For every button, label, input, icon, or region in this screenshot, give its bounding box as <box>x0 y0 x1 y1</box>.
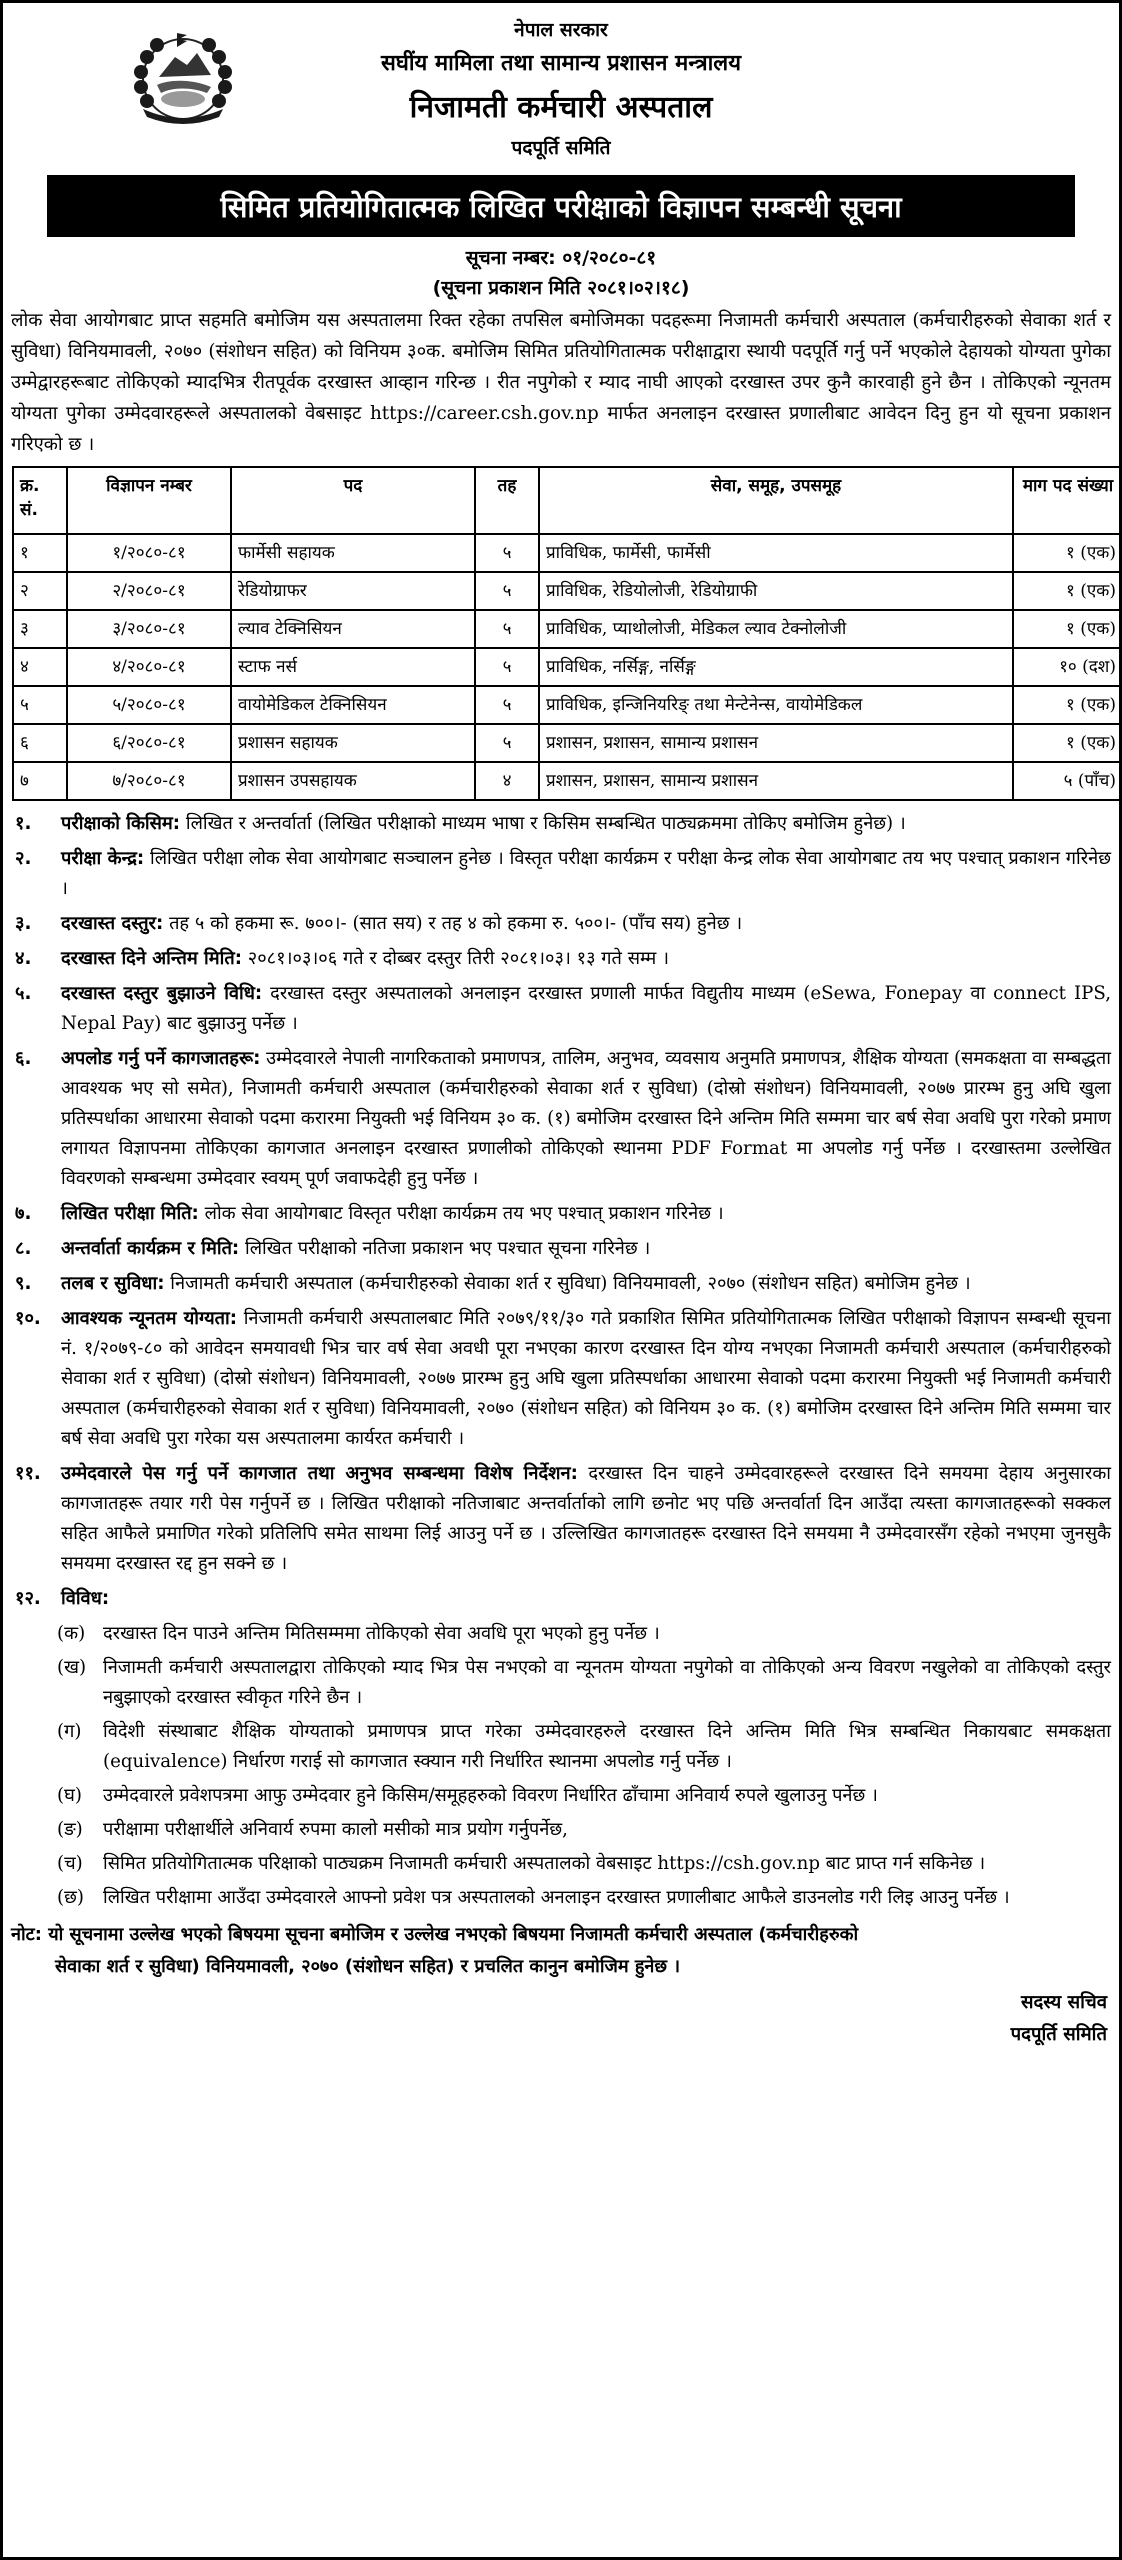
misc-mark: (च) <box>57 1853 83 1874</box>
misc-item <box>57 1883 1111 1913</box>
misc-mark: (क) <box>57 1623 86 1644</box>
cell-adv-no: ५/२०८०-८१ <box>67 686 231 724</box>
clause-item <box>11 1304 1111 1454</box>
cell-count: १ (एक) <box>1013 534 1122 572</box>
cell-sn: १ <box>13 534 67 572</box>
cell-service: प्राविधिक, फार्मेसी, फार्मेसी <box>539 534 1013 572</box>
cell-adv-no: ४/२०८०-८१ <box>67 648 231 686</box>
cell-post: स्टाफ नर्स <box>231 648 475 686</box>
clause-item <box>11 944 1111 974</box>
cell-adv-no: ३/२०८०-८१ <box>67 610 231 648</box>
clauses-list <box>11 809 1111 1913</box>
note-first-line: नोट: यो सूचनामा उल्लेख भएको बिषयमा सूचना बमोजिम र उल्लेख नभएको बिषयमा निजामती कर्मचारी अस्पताल (कर्मचारीहरुको <box>11 1924 859 1945</box>
cell-adv-no: ६/२०८०-८१ <box>67 724 231 762</box>
misc-text: सिमित प्रतियोगितात्मक परिक्षाको पाठ्यक्रम निजामती कर्मचारी अस्पतालको वेबसाइट https://csh.gov.np बाट प्राप्त गर्न सकिनेछ । <box>103 1853 986 1874</box>
clause-item <box>11 1584 1111 1614</box>
misc-mark: (ग) <box>57 1721 82 1742</box>
misc-mark: (छ) <box>57 1887 84 1908</box>
header-count: माग पद संख्या <box>1013 467 1122 534</box>
cell-level: ५ <box>475 686 539 724</box>
clause-title: दरखास्त दिने अन्तिम मिति: <box>61 948 242 969</box>
clause-text: लिखित परीक्षाको नतिजा प्रकाशन भए पश्चात सूचना गरिनेछ । <box>239 1238 651 1259</box>
misc-item <box>57 1815 1111 1845</box>
misc-text: परीक्षामा परीक्षार्थीले अनिवार्य रुपमा कालो मसीको मात्र प्रयोग गर्नुपर्नेछ, <box>103 1819 568 1840</box>
cell-post: फार्मेसी सहायक <box>231 534 475 572</box>
cell-adv-no: ७/२०८०-८१ <box>67 762 231 800</box>
clause-body <box>61 1234 1111 1264</box>
cell-post: रेडियोग्राफर <box>231 572 475 610</box>
clause-number: १०. <box>15 1308 41 1329</box>
misc-mark: (ख) <box>57 1657 87 1678</box>
ministry-name: सघींय मामिला तथा सामान्य प्रशासन मन्त्रालय <box>380 51 741 76</box>
clause-text: निजामती कर्मचारी अस्पताल (कर्मचारीहरुको सेवाका शर्त र सुविधा) विनियमावली, २०७० (संशोधन सहित) बमोजिम हुनेछ । <box>164 1273 971 1294</box>
clause-text: उम्मेदवारले नेपाली नागरिकताको प्रमाणपत्र, तालिम, अनुभव, व्यवसाय अनुमति प्रमाणपत्र, शैक्षिक योग्यता (समकक्षता वा सम्बद्धता आवश्यक भए सो समेत), निजामती कर्मचारी अस्पताल (कर्मचारीहरुको सेवाका शर्त र सुविधा) (दोस्रो संशोधन) विनियमावली, २०७७ प्रारम्भ हुनु अघि खुला प्रतिस्पर्धाका आधारमा सेवाको पदमा करारमा नियुक्ती भई विनियम ३० क. (१) बमोजिम दरखास्त दिने अन्तिम मिति सम्ममा चार बर्ष सेवा अवधि पुरा गरेको प्रमाण लगायत विज्ञापनमा तोकिएका कागजात अनलाइन दरखास्त प्रणालीको तोकिएको स्थानमा PDF Format मा अपलोड गर्नु पर्नेछ । दरखास्तमा उल्लेखित विवरणको सम्बन्धमा उम्मेदवार स्वयम् पूर्ण जवाफदेही हुनु पर्नेछ । <box>61 1048 1111 1189</box>
publish-date: (सूचना प्रकाशन मिति २०८१।०२।१८) <box>432 277 690 299</box>
cell-sn: २ <box>13 572 67 610</box>
cell-service: प्राविधिक, रेडियोलोजी, रेडियोग्राफी <box>539 572 1013 610</box>
cell-service: प्राविधिक, प्याथोलोजी, मेडिकल ल्याव टेक्नोलोजी <box>539 610 1013 648</box>
clause-body <box>61 944 1111 974</box>
cell-count: १ (एक) <box>1013 610 1122 648</box>
clause-text: दरखास्त दिन चाहने उम्मेदवारहरूले दरखास्त दिने समयमा देहाय अनुसारका कागजातहरू तयार गरी पेस गर्नुपर्ने छ । लिखित परीक्षाको नतिजाबाट अन्तर्वार्ताको लागि छनोट भए पछि अन्तर्वार्ता दिन आउँदा त्यस्ता कागजातहरूको सक्कल सहित आफैले प्रमाणित गरेको प्रतिलिपि समेत साथमा लिई आउनु पर्ने छ । उल्लिखित कागजातहरू दरखास्त दिने समयमा नै उम्मेदवारसँग रहेको नभएमा जुनसुकै समयमा दरखास्त रद्द हुन सक्ने छ । <box>61 1463 1111 1574</box>
table-row <box>13 610 1122 648</box>
misc-mark: (ङ) <box>57 1819 83 1840</box>
misc-item <box>57 1717 1111 1777</box>
clause-item <box>11 909 1111 939</box>
clause-text: लोक सेवा आयोगबाट विस्तृत परीक्षा कार्यक्रम तय भए पश्चात् प्रकाशन गरिनेछ । <box>198 1203 724 1224</box>
header-post: पद <box>231 467 475 534</box>
government-name: नेपाल सरकार <box>514 19 608 41</box>
header-service: सेवा, समूह, उपसमूह <box>539 467 1013 534</box>
misc-item <box>57 1653 1111 1713</box>
clause-number: ११. <box>15 1463 41 1484</box>
clause-item <box>11 809 1111 839</box>
cell-service: प्राविधिक, इन्जिनियरिङ् तथा मेन्टेनेन्स, वायोमेडिकल <box>539 686 1013 724</box>
table-row <box>13 534 1122 572</box>
clause-title: तलब र सुविधा: <box>61 1273 165 1294</box>
clause-text: लिखित र अन्तर्वार्ता (लिखित परीक्षाको माध्यम भाषा र किसिम सम्बन्धित पाठ्यक्रममा तोकिए बमोजिम हुनेछ) । <box>180 813 906 834</box>
clause-body <box>61 909 1111 939</box>
clause-body <box>61 1269 1111 1299</box>
clause-body <box>61 979 1111 1039</box>
clause-title: परीक्षा केन्द्र: <box>61 848 145 869</box>
clause-body <box>61 1584 1111 1614</box>
clause-number: ९. <box>15 1273 32 1294</box>
clause-number: ८. <box>15 1238 32 1259</box>
clause-text: निजामती कर्मचारी अस्पतालबाट मिति २०७९/११/३० गते प्रकाशित सिमित प्रतियोगितात्मक लिखित परीक्षाको विज्ञापन सम्बन्धी सूचना नं. १/२०७९-८० को आवेदन समयावधी भित्र चार वर्ष सेवा अवधी पूरा नभएका कारण दरखास्त दिन योग्य नभएका निजामती कर्मचारी अस्पताल (कर्मचारीहरुको सेवाका शर्त र सुविधा) (दोस्रो संशोधन) विनियमावली, २०७७ प्रारम्भ हुनु अघि खुला प्रतिस्पर्धाका आधारमा सेवाको पदमा करारमा नियुक्ती भई निजामती कर्मचारी अस्पताल (कर्मचारीहरुको सेवाका शर्त र सुविधा) विनियमावली, २०७० (संशोधन सहित) को विनियम ३० क. (१) बमोजिम दरखास्त दिने अन्तिम मिति सम्ममा चार बर्ष सेवा अवधि पुरा गरेका यस अस्पतालमा कार्यरत कर्मचारी । <box>61 1308 1111 1449</box>
committee-name: पदपूर्ति समिति <box>511 137 611 159</box>
clause-text: २०८१।०३।०६ गते र दोब्बर दस्तुर तिरी २०८१।०३। १३ गते सम्म । <box>241 948 669 969</box>
misc-item <box>57 1849 1111 1879</box>
cell-adv-no: १/२०८०-८१ <box>67 534 231 572</box>
cell-sn: ४ <box>13 648 67 686</box>
table-row <box>13 648 1122 686</box>
clause-title: अन्तर्वार्ता कार्यक्रम र मिति: <box>61 1238 240 1259</box>
header-sn: क्र. सं. <box>13 467 67 534</box>
table-header-row <box>13 467 1122 534</box>
notice-number: सूचना नम्बर: ०१/२०८०-८१ <box>465 247 657 269</box>
clause-number: १. <box>15 813 32 834</box>
signature-block <box>3 1987 1107 2059</box>
cell-service: प्राविधिक, नर्सिङ्ग, नर्सिङ्ग <box>539 648 1013 686</box>
clause-number: २. <box>15 848 32 869</box>
clause-item <box>11 1234 1111 1264</box>
clause-item <box>11 979 1111 1039</box>
misc-text: लिखित परीक्षामा आउँदा उम्मेदवारले आफ्नो प्रवेश पत्र अस्पतालको अनलाइन दरखास्त प्रणालीबाट आफैले डाउनलोड गरी लिइ आउनु पर्नेछ । <box>103 1887 1010 1908</box>
cell-sn: ७ <box>13 762 67 800</box>
cell-sn: ६ <box>13 724 67 762</box>
clause-title: उम्मेदवारले पेस गर्नु पर्ने कागजात तथा अनुभव सम्बन्धमा विशेष निर्देशन: <box>61 1463 578 1484</box>
misc-item <box>57 1619 1111 1649</box>
clause-body <box>61 1304 1111 1454</box>
clause-number: १२. <box>15 1588 41 1609</box>
clause-text: तह ५ को हकमा रू. ७००।- (सात सय) र तह ४ को हकमा रु. ५००।- (पाँच सय) हुनेछ । <box>163 913 743 934</box>
clause-body <box>61 1199 1111 1229</box>
table-row <box>13 572 1122 610</box>
clause-item <box>11 1269 1111 1299</box>
cell-level: ५ <box>475 572 539 610</box>
table-row <box>13 686 1122 724</box>
cell-post: प्रशासन उपसहायक <box>231 762 475 800</box>
misc-text: उम्मेदवारले प्रवेशपत्रमा आफु उम्मेदवार हुने किसिम/समूहहरुको विवरण निर्धारित ढाँचामा अनिवार्य रुपले खुलाउनु पर्नेछ । <box>103 1785 878 1806</box>
cell-level: ५ <box>475 724 539 762</box>
clause-title: आवश्यक न्यूनतम योग्यता: <box>61 1308 237 1329</box>
clause-text: दरखास्त दस्तुर अस्पतालको अनलाइन दरखास्त प्रणाली मार्फत विद्युतीय माध्यम (eSewa, Fonepay वा connect IPS, Nepal Pay) बाट बुझाउनु पर्नेछ । <box>61 983 1111 1034</box>
clause-body <box>61 844 1111 904</box>
cell-level: ५ <box>475 648 539 686</box>
signature-committee: पदपूर्ति समिति <box>1010 2024 1107 2045</box>
signature-title: सदस्य सचिव <box>1020 1992 1107 2013</box>
clause-number: ३. <box>15 913 32 934</box>
cell-level: ५ <box>475 610 539 648</box>
clause-number: ६. <box>15 1048 32 1069</box>
cell-count: १ (एक) <box>1013 572 1122 610</box>
nepal-emblem-icon <box>129 27 237 127</box>
misc-item <box>57 1781 1111 1811</box>
clause-item <box>11 1459 1111 1579</box>
letterhead <box>3 3 1119 169</box>
vacancy-table <box>12 466 1122 801</box>
misc-mark: (घ) <box>57 1785 82 1806</box>
clause-number: ४. <box>15 948 32 969</box>
cell-service: प्रशासन, प्रशासन, सामान्य प्रशासन <box>539 762 1013 800</box>
table-body <box>13 534 1122 800</box>
misc-text: विदेशी संस्थाबाट शैक्षिक योग्यताको प्रमाणपत्र प्राप्त गरेका उम्मेदवारहरुले दरखास्त दिने अन्तिम मिति भित्र सम्बन्धित निकायबाट समकक्षता (equivalence) निर्धारण गराई सो कागजात स्क्यान गरी निर्धारित स्थानमा अपलोड गर्नु पर्नेछ । <box>103 1721 1111 1772</box>
notice-title: सिमित प्रतियोगितात्मक लिखित परीक्षाको विज्ञापन सम्बन्धी सूचना <box>220 189 902 224</box>
clause-item <box>11 1044 1111 1194</box>
clause-body <box>61 1044 1111 1194</box>
misc-text: दरखास्त दिन पाउने अन्तिम मितिसम्ममा तोकिएको सेवा अवधि पूरा भएको हुनु पर्नेछ । <box>103 1623 660 1644</box>
header-level: तह <box>475 467 539 534</box>
clause-body <box>61 1459 1111 1579</box>
hospital-name: निजामती कर्मचारी अस्पताल <box>409 90 713 125</box>
cell-post: वायोमेडिकल टेक्निसियन <box>231 686 475 724</box>
clause-item <box>11 844 1111 904</box>
clause-item <box>11 1199 1111 1229</box>
cell-level: ५ <box>475 534 539 572</box>
intro-paragraph: लोक सेवा आयोगबाट प्राप्त सहमति बमोजिम यस अस्पतालमा रिक्त रहेका तपसिल बमोजिमका पदहरूमा निजामती कर्मचारी अस्पताल (कर्मचारीहरुको सेवाका शर्त र सुविधा) विनियमावली, २०७० (संशोधन सहित) को विनियम ३०क. बमोजिम सिमित प्रतियोगितात्मक परीक्षाद्वारा स्थायी पदपूर्ति गर्नु पर्ने भएकोले देहायको योग्यता पुगेका उम्मेद्वारहरूबाट तोकिएको म्यादभित्र रीतपूर्वक दरखास्त आव्हान गरिन्छ । रीत नपुगेको र म्याद नाघी आएको दरखास्त उपर कुनै कारवाही हुने छैन । तोकिएको न्यूनतम योग्यता पुगेका उम्मेदवारहरूले अस्पतालको वेबसाइट https://career.csh.gov.np मार्फत अनलाइन दरखास्त प्रणालीबाट आवेदन दिनु हुन यो सूचना प्रकाशन गरिएको छ । <box>11 310 1111 455</box>
clause-title: दरखास्त दस्तुर: <box>61 913 164 934</box>
clause-number: ५. <box>15 983 32 1004</box>
clause-title: विविध: <box>61 1588 110 1609</box>
clause-title: अपलोड गर्नु पर्ने कागजातहरू: <box>61 1048 261 1069</box>
cell-post: प्रशासन सहायक <box>231 724 475 762</box>
cell-adv-no: २/२०८०-८१ <box>67 572 231 610</box>
cell-count: १० (दश) <box>1013 648 1122 686</box>
clause-body <box>61 809 1111 839</box>
table-row <box>13 724 1122 762</box>
clause-title: परीक्षाको किसिम: <box>61 813 181 834</box>
note <box>11 1919 1111 1983</box>
clause-number: ७. <box>15 1203 32 1224</box>
cell-post: ल्याव टेक्निसियन <box>231 610 475 648</box>
misc-text: निजामती कर्मचारी अस्पतालद्वारा तोकिएको म्याद भित्र पेस नभएको वा न्यूनतम योग्यता नपुगेको वा तोकिएको अन्य विवरण नखुलेको वा तोकिएको दस्तुर नबुझाएको दरखास्त स्वीकृत गरिने छैन । <box>103 1657 1111 1708</box>
clause-title: लिखित परीक्षा मिति: <box>61 1203 199 1224</box>
clause-text: लिखित परीक्षा लोक सेवा आयोगबाट सञ्चालन हुनेछ । विस्तृत परीक्षा कार्यक्रम र परीक्षा केन्द्र लोक सेवा आयोगबाट तय भए पश्चात् प्रकाशन गरिनेछ । <box>61 848 1111 899</box>
cell-count: १ (एक) <box>1013 724 1122 762</box>
cell-sn: ३ <box>13 610 67 648</box>
cell-level: ४ <box>475 762 539 800</box>
header-adv-no: विज्ञापन नम्बर <box>67 467 231 534</box>
cell-count: १ (एक) <box>1013 686 1122 724</box>
cell-count: ५ (पाँच) <box>1013 762 1122 800</box>
cell-service: प्रशासन, प्रशासन, सामान्य प्रशासन <box>539 724 1013 762</box>
cell-sn: ५ <box>13 686 67 724</box>
note-rest: सेवाका शर्त र सुविधा) विनियमावली, २०७० (संशोधन सहित) र प्रचलित कानुन बमोजिम हुनेछ । <box>55 1956 681 1977</box>
notice-title-banner <box>47 175 1075 237</box>
clause-title: दरखास्त दस्तुर बुझाउने विधि: <box>61 983 263 1004</box>
table-row <box>13 762 1122 800</box>
